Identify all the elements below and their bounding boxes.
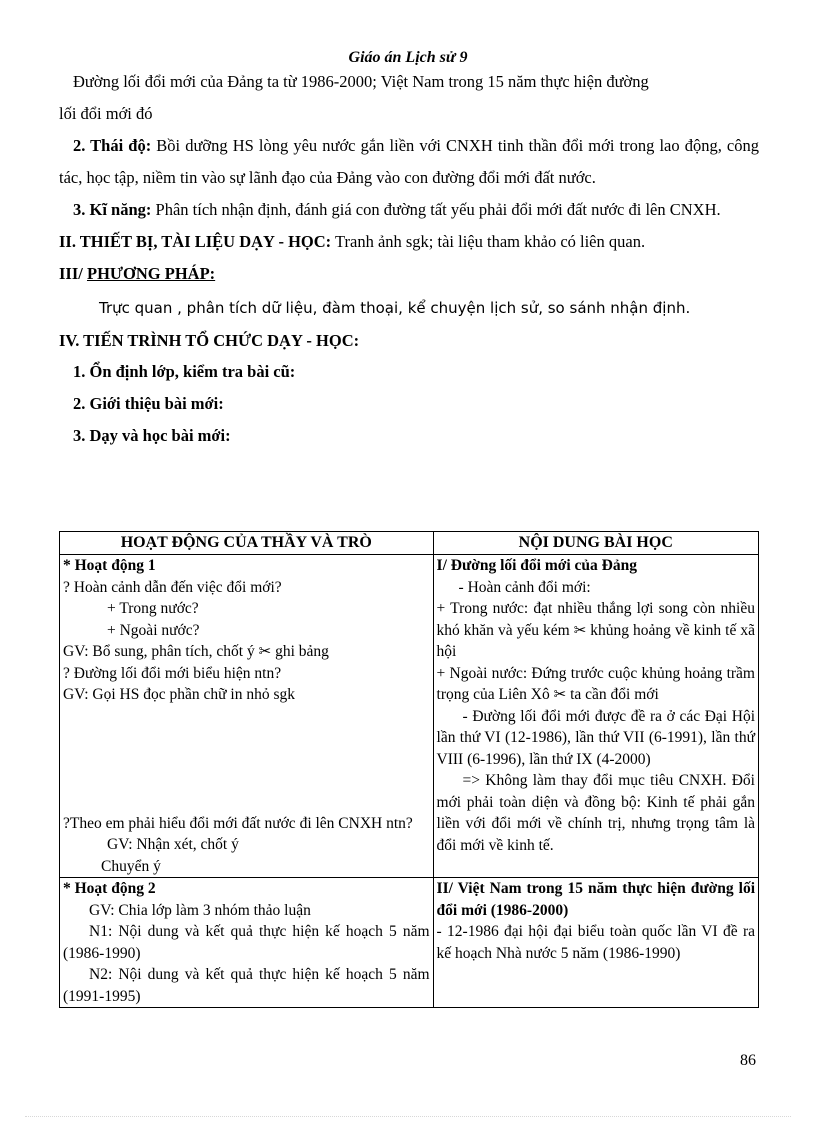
equipment-text: Tranh ảnh sgk; tài liệu tham khảo có liên quan.	[331, 232, 646, 251]
equipment-label: II. THIẾT BỊ, TÀI LIỆU DẠY - HỌC:	[59, 232, 332, 251]
attitude-text: Bồi dưỡng HS lòng yêu nước gắn liền với CNXH tinh thần đổi mới trong lao động, công tác, học tập, niềm tin vào sự lãnh đạo của Đảng vào con đường đổi mới đất nước.	[59, 136, 759, 187]
content-1-domestic: + Trong nước: đạt nhiều thắng lợi song còn nhiều khó khăn và yếu kém ✂ khủng hoảng về kinh tế xã hội	[436, 600, 755, 660]
intro-line-2: lối đổi mới đó	[59, 104, 153, 123]
activity-1-cell	[60, 555, 434, 878]
page-header-title: Giáo án Lịch sử 9	[348, 49, 468, 66]
content-2-cell	[433, 878, 758, 1008]
skills-label: 3. Kĩ năng:	[73, 200, 152, 219]
content-1-conclusion: => Không làm thay đổi mục tiêu CNXH. Đổi mới phải toàn diện và đồng bộ: Kinh tế phải gắn liền với đổi mới về chính trị, nhưng trọng tâm là đổi mới về kinh tế.	[436, 772, 755, 854]
scissors-icon: ✂	[258, 642, 272, 660]
footer-divider	[25, 1116, 791, 1117]
content-1-cell	[433, 555, 758, 878]
attitude-paragraph	[59, 130, 759, 194]
table-row	[60, 878, 759, 1008]
process-step-3: 3. Dạy và học bài mới:	[73, 426, 231, 445]
activity-2-group-2: N2: Nội dung và kết quả thực hiện kế hoạch 5 năm (1991-1995)	[63, 966, 430, 1005]
process-step-2: 2. Giới thiệu bài mới:	[73, 394, 224, 413]
activity-1-foreign: + Ngoài nước?	[107, 621, 200, 639]
spacer	[63, 706, 430, 813]
content-1-foreign: + Ngoài nước: Đứng trước cuộc khủng hoảng trầm trọng của Liên Xô ✂ ta cần đổi mới	[436, 664, 755, 703]
method-heading	[59, 258, 759, 290]
activity-1-gv-conclude: GV: Nhận xét, chốt ý	[107, 836, 239, 853]
activity-2-title: * Hoạt động 2	[63, 880, 156, 897]
content-1-context: - Hoàn cảnh đổi mới:	[458, 578, 591, 596]
method-text: Trực quan , phân tích dữ liệu, đàm thoại, kể chuyện lịch sử, so sánh nhận định.	[99, 299, 691, 317]
content-2-plan: - 12-1986 đại hội đại biểu toàn quốc lần VI đề ra kế hoạch Nhà nước 5 năm (1986-1990)	[436, 923, 755, 962]
activity-2-group-1: N1: Nội dung và kết quả thực hiện kế hoạch 5 năm (1986-1990)	[63, 923, 430, 962]
content-2-title: II/ Việt Nam trong 15 năm thực hiện đường lối đổi mới (1986-2000)	[436, 880, 755, 919]
activity-1-question-3: ?Theo em phải hiểu đổi mới đất nước đi lên CNXH ntn?	[63, 814, 413, 832]
activity-1-gv-read: GV: Gọi HS đọc phần chữ in nhỏ sgk	[63, 686, 295, 703]
process-title: IV. TIẾN TRÌNH TỔ CHỨC DẠY - HỌC:	[59, 331, 360, 350]
intro-line-1: Đường lối đổi mới của Đảng ta từ 1986-2000; Việt Nam trong 15 năm thực hiện đường	[73, 72, 649, 91]
skills-text: Phân tích nhận định, đánh giá con đường tất yếu phải đổi mới đất nước đi lên CNXH.	[151, 200, 721, 219]
col-teacher-student-header: HOẠT ĐỘNG CỦA THẦY VÀ TRÒ	[60, 532, 434, 555]
activity-2-groups: GV: Chia lớp làm 3 nhóm thảo luận	[89, 901, 311, 919]
skills-paragraph	[59, 194, 759, 226]
table-header-row	[60, 532, 759, 555]
activity-1-domestic: + Trong nước?	[107, 600, 199, 617]
content-1-title: I/ Đường lối đổi mới của Đảng	[436, 557, 637, 574]
col-lesson-content-header: NỘI DUNG BÀI HỌC	[433, 532, 758, 555]
activity-2-cell	[60, 878, 434, 1008]
process-step-1: 1. Ổn định lớp, kiểm tra bài cũ:	[73, 362, 296, 381]
equipment-paragraph	[59, 226, 759, 258]
activity-1-question-1: ? Hoàn cảnh dẫn đến việc đổi mới?	[63, 578, 282, 596]
page-number: 86	[740, 1052, 756, 1069]
activity-1-title: * Hoạt động 1	[63, 557, 156, 574]
table-row	[60, 555, 759, 878]
attitude-label: 2. Thái độ:	[73, 136, 152, 155]
lesson-table	[59, 531, 759, 1008]
document-body	[59, 66, 759, 452]
activity-1-question-2: ? Đường lối đổi mới biểu hiện ntn?	[63, 664, 282, 682]
activity-1-transition: Chuyển ý	[101, 857, 161, 875]
method-label: PHƯƠNG PHÁP:	[86, 264, 216, 283]
method-prefix: III/	[59, 264, 87, 283]
scissors-icon: ✂	[553, 685, 567, 703]
activity-1-gv-note: GV: Bổ sung, phân tích, chốt ý ✂ ghi bảng	[63, 642, 329, 660]
content-1-congresses: - Đường lối đổi mới được đề ra ở các Đại Hội lần thứ VI (12-1986), lần thứ VII (6-1991), lần thứ VIII (6-1996), lần thứ IX (4-2000)	[436, 707, 755, 768]
scissors-icon: ✂	[573, 620, 587, 639]
